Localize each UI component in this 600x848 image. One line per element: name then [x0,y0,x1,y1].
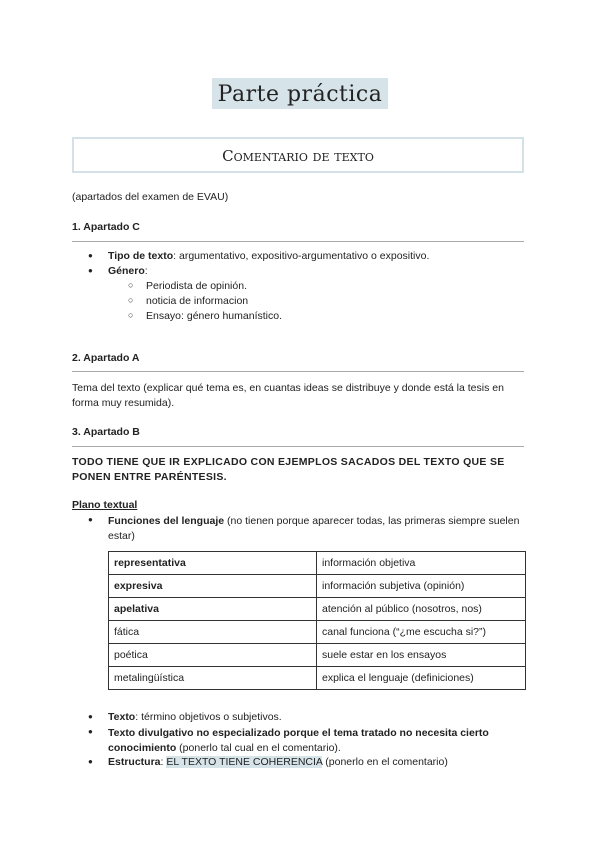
genero-item-text: ○ noticia de informacion [146,295,249,307]
funciones-table [108,551,526,690]
list-item-texto [90,711,282,723]
genero-item-text: ○ Ensayo: género humanístico. [146,310,282,322]
title-wrap [0,78,600,109]
funciones-label: Funciones del lenguaje [108,515,225,527]
table-cell-value: información objetiva [317,552,526,575]
estructura-colon: : [160,756,167,768]
table-cell-key: metalingüística [109,667,317,690]
funciones-text: (no tienen porque aparecer todas, las primeras siempre suelen estar) [108,515,520,542]
divider [72,371,524,372]
estructura-text: (ponerlo en el comentario) [322,756,448,768]
list-item-funciones [90,514,526,544]
table-cell-value: suele estar en los ensayos [317,644,526,667]
page-title: Parte práctica [212,78,389,109]
tipo-text: : argumentativo, expositivo-argumentativo o expositivo. [173,250,430,262]
tipo-label: Tipo de texto [108,250,174,262]
table-cell-key: expresiva [109,575,317,598]
list-item-estructura [90,756,448,768]
section-b-warning: TODO TIENE QUE IR EXPLICADO CON EJEMPLOS SACADOS DEL TEXTO QUE SE PONEN ENTRE PARÉNTESIS. [72,456,505,483]
intro-text: (apartados del examen de EVAU) [72,191,229,203]
section-a-text: Tema del texto (explicar qué tema es, en cuantas ideas se distribuye y donde está la tesis en forma muy resumida). [72,382,504,409]
subtitle-box: Comentario de texto [72,137,524,173]
section-c-heading: 1. Apartado C [72,221,140,233]
estructura-highlight: EL TEXTO TIENE COHERENCIA [166,756,323,768]
estructura-label: Estructura [108,756,161,768]
texto-label: Texto [108,711,136,723]
section-a-heading: 2. Apartado A [72,352,140,364]
list-item-genero-1 [130,280,247,292]
list-item-divulgativo [90,726,526,756]
table-row [109,644,526,667]
divulgativo-label: Texto divulgativo no especializado porque el tema tratado no necesita cierto conocimiento [108,727,489,754]
list-item-genero-3 [130,310,282,322]
genero-label: Género [108,265,145,277]
table-cell-key: fática [109,621,317,644]
plano-textual-heading: Plano textual [72,499,138,511]
divider [72,446,524,447]
list-item-genero [90,265,148,277]
genero-colon: : [144,265,148,277]
table-cell-value: atención al público (nosotros, nos) [317,598,526,621]
table-row [109,667,526,690]
table-cell-key: representativa [109,552,317,575]
list-item-tipo [90,250,429,262]
texto-text: : término objetivos o subjetivos. [135,711,282,723]
table-row [109,621,526,644]
table-row [109,575,526,598]
section-b-heading: 3. Apartado B [72,426,140,438]
divulgativo-text: (ponerlo tal cual en el comentario). [176,742,341,754]
table-cell-value: explica el lenguaje (definiciones) [317,667,526,690]
list-item-genero-2 [130,295,248,307]
table-row [109,598,526,621]
table-cell-value: canal funciona (“¿me escucha si?”) [317,621,526,644]
table-cell-key: apelativa [109,598,317,621]
table-cell-value: información subjetiva (opinión) [317,575,526,598]
table-cell-key: poética [109,644,317,667]
divider [72,241,524,242]
table-row [109,552,526,575]
genero-item-text: ○ Periodista de opinión. [146,280,247,292]
